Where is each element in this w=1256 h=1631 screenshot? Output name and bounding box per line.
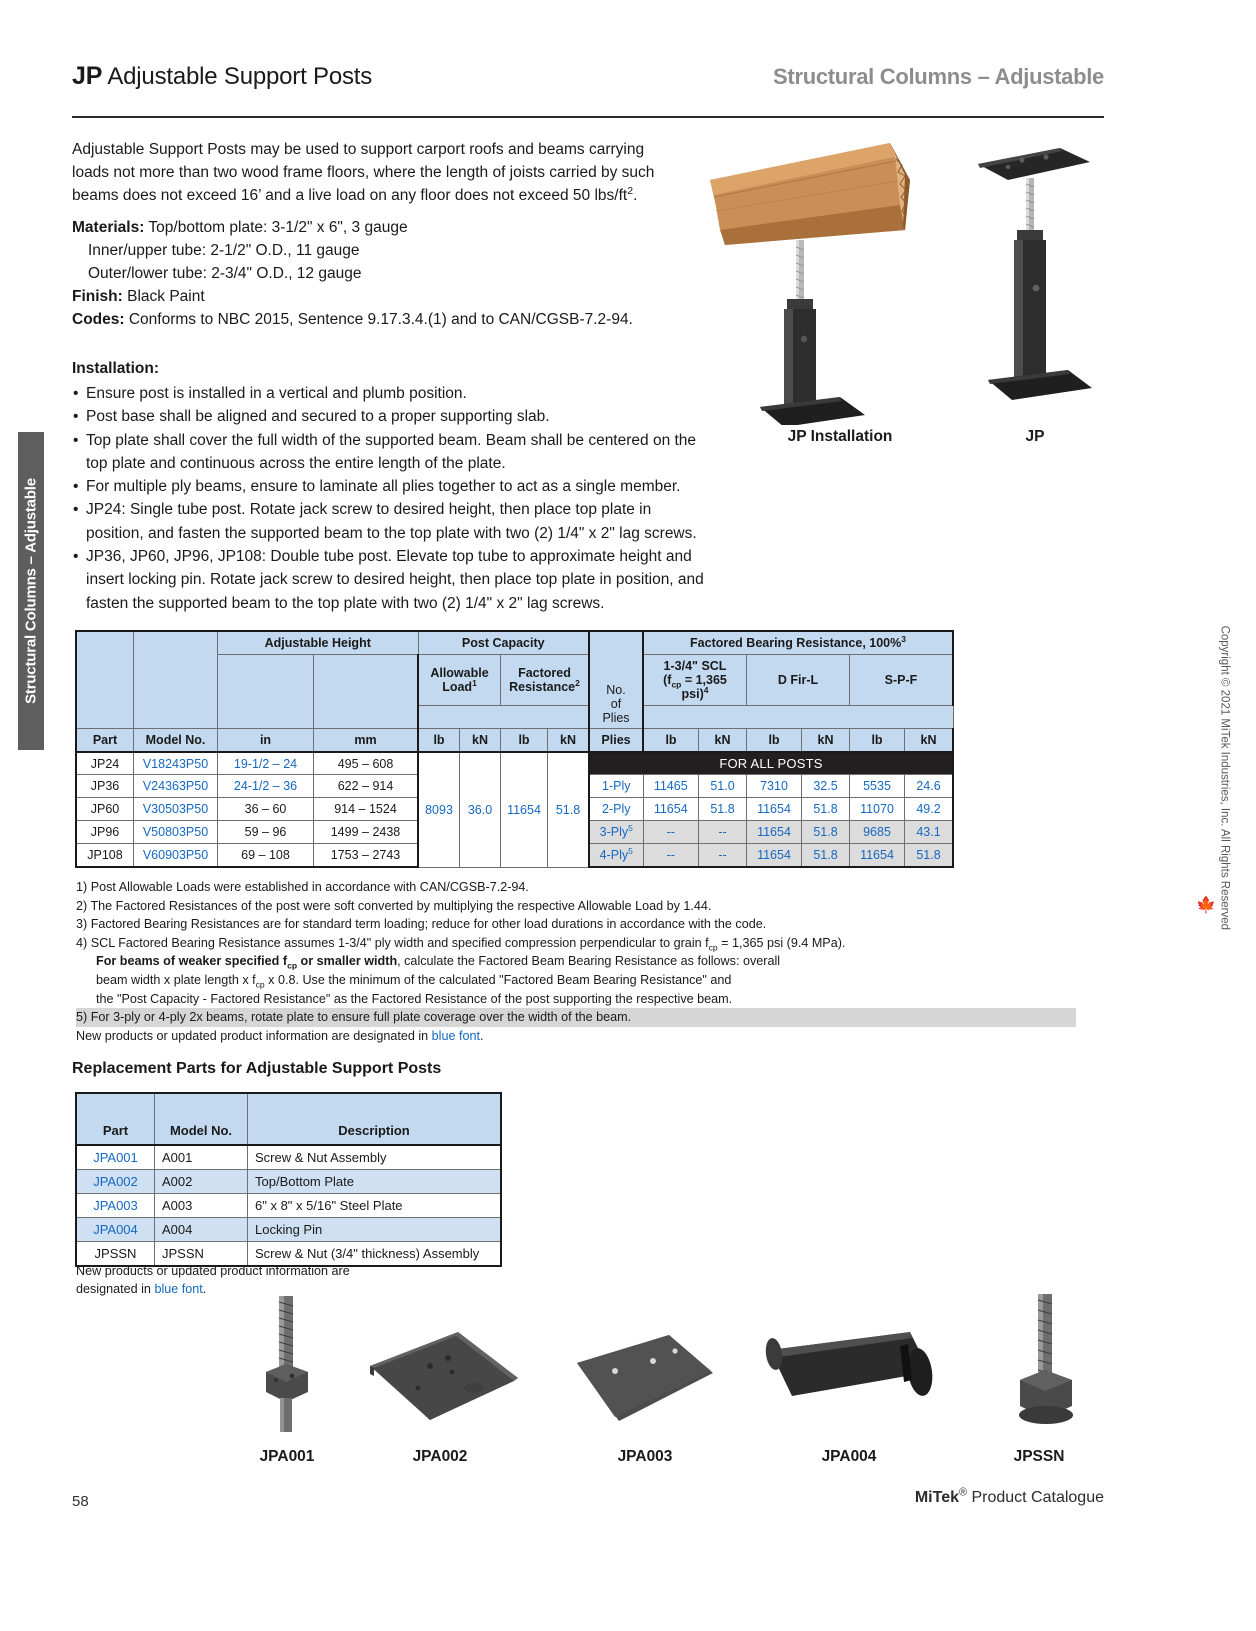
rp-cell-desc: Screw & Nut Assembly	[248, 1145, 502, 1170]
footnote-4d: the "Post Capacity - Factored Resistance" as the Factored Resistance of the post supporting the respective beam.	[96, 991, 733, 1006]
part-caption-jpa004: JPA004	[821, 1448, 877, 1465]
footnote-5: 5) For 3-ply or 4-ply 2x beams, rotate plate to ensure full plate coverage over the width of the beam.	[76, 1008, 1076, 1027]
rp-cell-part: JPSSN	[76, 1242, 155, 1267]
hd-blank-part	[76, 631, 134, 729]
rp-cell-model: A003	[155, 1194, 248, 1218]
table-group-header-row	[76, 631, 953, 655]
finish-label: Finish:	[72, 288, 123, 305]
part-caption-jpa002: JPA002	[412, 1448, 468, 1465]
cell-model: V60903P50	[134, 844, 218, 868]
part-caption-jpa001: JPA001	[259, 1448, 315, 1465]
list-item: • Post base shall be aligned and secured to a proper supporting slab.	[72, 405, 712, 428]
cell-ply-label: 4-Ply$^5$	[589, 844, 643, 868]
cell-dfirl-lb: 11654	[747, 844, 802, 868]
catalogue-label: Product Catalogue	[967, 1489, 1104, 1506]
list-item: • JP24: Single tube post. Rotate jack screw to desired height, then place top plate in position, and fasten the supported beam to the top plate with two (2) 1/4" x 2" lag screws.	[72, 498, 712, 545]
hd-scl: 1-3/4" SCL ($f_{cp} = 1,365$ psi)$^4$	[643, 655, 747, 706]
cell-ply-label: 3-Ply$^5$	[589, 821, 643, 844]
table-row	[76, 1194, 501, 1218]
jp-product-svg	[960, 140, 1110, 420]
cell-model: V24363P50	[134, 775, 218, 798]
for-all-posts-banner: FOR ALL POSTS	[589, 752, 953, 775]
cell-allowable-lb: 8093	[418, 752, 460, 867]
cell-dfirl-kn: 51.8	[802, 844, 850, 868]
footnote-4b: For beams of weaker specified $f_{cp}$ or smaller width, calculate the Factored Beam Bearing Resistance as follows: overall	[96, 954, 781, 971]
plies-line2: of	[610, 697, 622, 711]
rp-header-row	[76, 1093, 501, 1145]
col-scl-lb: lb	[643, 729, 699, 753]
product-code: JP	[72, 62, 103, 90]
cell-mm: 1499 – 2438	[314, 821, 419, 844]
cell-spf-lb: 11070	[850, 798, 905, 821]
materials-line-3: Outer/lower tube: 2-3/4" O.D., 12 gauge	[88, 265, 362, 282]
rp-cell-part: JPA001	[76, 1145, 155, 1170]
list-item: • For multiple ply beams, ensure to laminate all plies together to act as a single member.	[72, 475, 712, 498]
list-item: • Ensure post is installed in a vertical and plumb position.	[72, 382, 712, 405]
specifications-block	[72, 216, 672, 331]
capacity-table	[75, 630, 954, 868]
rp-col-description: Description	[248, 1093, 502, 1145]
materials-line	[72, 216, 672, 239]
col-mm: mm	[314, 729, 419, 753]
cell-spf-lb: 5535	[850, 775, 905, 798]
page-header	[72, 62, 1104, 116]
rp-cell-desc: Locking Pin	[248, 1218, 502, 1242]
product-caption: JP	[1025, 428, 1045, 445]
copyright-text: Copyright © 2021 MiTek Industries, Inc. All Rights Reserved	[1218, 625, 1230, 930]
col-fact-lb: lb	[501, 729, 548, 753]
col-model: Model No.	[134, 729, 218, 753]
table-row	[76, 1145, 501, 1170]
cell-model: V50803P50	[134, 821, 218, 844]
blue-font-note: New products or updated product information are designated in blue font.	[76, 1028, 484, 1043]
finish-value: Black Paint	[127, 288, 205, 305]
jpa001-svg	[232, 1290, 342, 1450]
jpa002-illustration	[352, 1320, 532, 1440]
cell-dfirl-kn: 51.8	[802, 798, 850, 821]
col-plies: Plies	[589, 729, 643, 753]
cell-dfirl-kn: 51.8	[802, 821, 850, 844]
cell-scl-kn: --	[699, 844, 747, 868]
table-column-header-row	[76, 729, 953, 753]
hd-blank-model	[134, 631, 218, 729]
hd-adjustable-height: Adjustable Height	[218, 631, 419, 655]
footnote-3: 3) Factored Bearing Resistances are for standard term loading; reduce for other load durations in accordance with the code.	[76, 917, 767, 932]
cell-scl-kn: 51.8	[699, 798, 747, 821]
list-item: • Top plate shall cover the full width of the supported beam. Beam shall be centered on the top plate and continuous across the entire length of the plate.	[72, 429, 712, 476]
col-spf-kn: kN	[905, 729, 954, 753]
cell-in: 69 – 108	[218, 844, 314, 868]
cell-dfirl-lb: 11654	[747, 798, 802, 821]
cell-part: JP36	[76, 775, 134, 798]
product-title: Adjustable Support Posts	[107, 63, 373, 90]
page-number: 58	[72, 1493, 89, 1510]
cell-in: 24-1/2 – 36	[218, 775, 314, 798]
materials-value-1: Top/bottom plate: 3-1/2" x 6", 3 gauge	[148, 219, 408, 236]
cell-part: JP24	[76, 752, 134, 775]
cell-spf-kn: 51.8	[905, 844, 954, 868]
col-in: in	[218, 729, 314, 753]
footnote-4c: beam width x plate length x $f_{cp}$ x 0.8. Use the minimum of the calculated "Factored Beam Bearing Resistance" and	[96, 972, 732, 990]
jpa001-illustration	[232, 1290, 342, 1450]
col-part: Part	[76, 729, 134, 753]
jpa002-svg	[352, 1320, 532, 1440]
rp-cell-desc: Top/Bottom Plate	[248, 1170, 502, 1194]
cell-spf-kn: 43.1	[905, 821, 954, 844]
cell-ply-label: 2-Ply	[589, 798, 643, 821]
rp-cell-part: JPA003	[76, 1194, 155, 1218]
rp-cell-model: A004	[155, 1218, 248, 1242]
cell-dfirl-lb: 11654	[747, 821, 802, 844]
hd-blank-bearing-units	[643, 706, 953, 729]
jp-product-illustration	[960, 140, 1110, 420]
cell-dfirl-kn: 32.5	[802, 775, 850, 798]
plies-line3: Plies	[602, 711, 630, 725]
footnotes-block	[76, 878, 1076, 1045]
rp-cell-part: JPA004	[76, 1218, 155, 1242]
blue-font-link: blue font	[154, 1282, 203, 1296]
rp-cell-part: JPA002	[76, 1170, 155, 1194]
jpssn-illustration	[990, 1288, 1100, 1448]
col-spf-lb: lb	[850, 729, 905, 753]
blue-font-link: blue font	[431, 1028, 480, 1043]
maple-leaf-icon: 🍁	[1196, 897, 1216, 914]
rp-cell-model: JPSSN	[155, 1242, 248, 1267]
cell-mm: 914 – 1524	[314, 798, 419, 821]
hd-blank-mm	[314, 655, 419, 729]
installation-list	[72, 382, 712, 615]
list-item: • JP36, JP60, JP96, JP108: Double tube post. Elevate top tube to approximate height and insert locking pin. Rotate jack screw to desired height, then place top plate in position, and fasten the supported beam to the top plate with two (2) 1/4" x 2" lag screws.	[72, 545, 712, 615]
rp-cell-desc: 6" x 8" x 5/16" Steel Plate	[248, 1194, 502, 1218]
intro-superscript: 2	[627, 184, 634, 197]
cell-mm: 622 – 914	[314, 775, 419, 798]
brand-registered-icon: ®	[959, 1486, 968, 1499]
part-caption-jpa003: JPA003	[617, 1448, 673, 1465]
cell-part: JP108	[76, 844, 134, 868]
intro-paragraph	[72, 138, 662, 207]
installation-caption: JP Installation	[787, 428, 893, 445]
jp-installation-illustration	[700, 135, 980, 425]
codes-line	[72, 308, 672, 331]
header-rule	[72, 116, 1104, 118]
jpa004-svg	[760, 1320, 950, 1430]
hd-factored-resistance: Factored Resistance$^2$	[501, 655, 590, 706]
cell-part: JP60	[76, 798, 134, 821]
section-title: Structural Columns – Adjustable	[773, 64, 1104, 89]
jpssn-svg	[990, 1288, 1100, 1448]
rp-col-part: Part	[76, 1093, 155, 1145]
cell-scl-kn: 51.0	[699, 775, 747, 798]
hd-d-fir-l: D Fir-L	[747, 655, 850, 706]
hd-blank-capacity-units	[418, 706, 589, 729]
hd-allowable-load: Allowable Load$^1$	[418, 655, 501, 706]
cell-factored-lb: 11654	[501, 752, 548, 867]
intro-text: Adjustable Support Posts may be used to support carport roofs and beams carrying loads not more than two wood frame floors, where the length of joists carried by such beams does not exceed 16’ and a live load on any floor does not exceed 50 lbs/ft	[72, 141, 655, 204]
cell-in: 36 – 60	[218, 798, 314, 821]
cell-scl-kn: --	[699, 821, 747, 844]
cell-dfirl-lb: 7310	[747, 775, 802, 798]
rp-cell-desc: Screw & Nut (3/4" thickness) Assembly	[248, 1242, 502, 1267]
codes-value: Conforms to NBC 2015, Sentence 9.17.3.4.(1) and to CAN/CGSB-7.2-94.	[128, 311, 633, 328]
rp-cell-model: A002	[155, 1170, 248, 1194]
page-title	[72, 62, 372, 91]
cell-scl-lb: 11465	[643, 775, 699, 798]
cell-model: V30503P50	[134, 798, 218, 821]
jpa003-illustration	[555, 1325, 730, 1440]
table-row	[76, 1170, 501, 1194]
cell-spf-lb: 9685	[850, 821, 905, 844]
footnote-2: 2) The Factored Resistances of the post were soft converted by multiplying the respective Allowable Load by 1.44.	[76, 898, 712, 913]
cell-part: JP96	[76, 821, 134, 844]
cell-model: V18243P50	[134, 752, 218, 775]
jpa003-svg	[555, 1325, 730, 1440]
jpa004-illustration	[760, 1320, 950, 1430]
rp-cell-model: A001	[155, 1145, 248, 1170]
footer-brand	[914, 1486, 1104, 1507]
jp-installation-svg	[700, 135, 980, 425]
codes-label: Codes:	[72, 311, 125, 328]
installation-heading: Installation:	[72, 360, 159, 377]
col-allow-kn: kN	[460, 729, 501, 753]
cell-in: 59 – 96	[218, 821, 314, 844]
cell-spf-kn: 49.2	[905, 798, 954, 821]
col-allow-lb: lb	[418, 729, 460, 753]
cell-scl-lb: 11654	[643, 798, 699, 821]
side-section-tab	[18, 432, 44, 750]
cell-spf-kn: 24.6	[905, 775, 954, 798]
hd-no-of-plies	[589, 631, 643, 729]
hd-blank-in	[218, 655, 314, 729]
hd-post-capacity: Post Capacity	[418, 631, 589, 655]
cell-scl-lb: --	[643, 821, 699, 844]
cell-allowable-kn: 36.0	[460, 752, 501, 867]
part-caption-jpssn: JPSSN	[1013, 1448, 1065, 1465]
hd-s-p-f: S-P-F	[850, 655, 954, 706]
materials-label: Materials:	[72, 219, 145, 236]
footnote-1: 1) Post Allowable Loads were established in accordance with CAN/CGSB-7.2-94.	[76, 880, 529, 894]
intro-period: .	[633, 187, 638, 204]
cell-in: 19-1/2 – 24	[218, 752, 314, 775]
cell-mm: 495 – 608	[314, 752, 419, 775]
plies-line1: No.	[606, 683, 626, 697]
cell-spf-lb: 11654	[850, 844, 905, 868]
col-fact-kn: kN	[548, 729, 590, 753]
replacement-parts-table	[75, 1092, 502, 1267]
cell-ply-label: 1-Ply	[589, 775, 643, 798]
hd-factored-bearing: Factored Bearing Resistance, 100%$^3$	[643, 631, 953, 655]
col-scl-kn: kN	[699, 729, 747, 753]
replacement-parts-title: Replacement Parts for Adjustable Support Posts	[72, 1060, 442, 1077]
footnote-4: 4) SCL Factored Bearing Resistance assumes 1-3/4" ply width and specified compression perpendicular to grain $f_{cp} = 1,365$ psi (9.4 MPa).	[76, 935, 846, 953]
finish-line	[72, 285, 672, 308]
table-row	[76, 752, 953, 775]
side-section-tab-label: Structural Columns – Adjustable	[22, 478, 40, 704]
replacement-parts-note: New products or updated product information are designated in blue font.	[76, 1264, 350, 1296]
table-row	[76, 1218, 501, 1242]
brand-name: MiTek	[914, 1489, 959, 1506]
wood-beam-graphic	[710, 143, 910, 245]
cell-mm: 1753 – 2743	[314, 844, 419, 868]
materials-line-2: Inner/upper tube: 2-1/2" O.D., 11 gauge	[88, 242, 360, 259]
cell-scl-lb: --	[643, 844, 699, 868]
col-dfirl-kn: kN	[802, 729, 850, 753]
rp-col-model: Model No.	[155, 1093, 248, 1145]
col-dfirl-lb: lb	[747, 729, 802, 753]
cell-factored-kn: 51.8	[548, 752, 590, 867]
